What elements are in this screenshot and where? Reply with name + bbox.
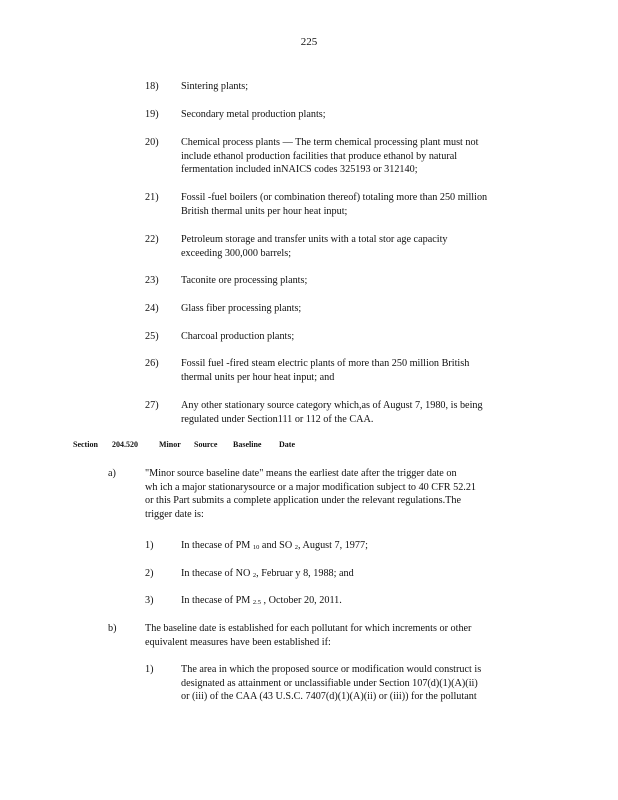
item-number: 25) [145, 331, 159, 342]
item-text: Secondary metal production plants; [181, 109, 326, 120]
item-number: 18) [145, 81, 159, 92]
paragraph-label: b) [108, 623, 117, 634]
item-number: 21) [145, 192, 159, 203]
section-label: Section [73, 440, 98, 449]
item-number: 22) [145, 234, 159, 245]
section-title-word: Baseline [233, 440, 262, 449]
item-number: 23) [145, 275, 159, 286]
item-number: 1) [145, 540, 154, 551]
item-number: 24) [145, 303, 159, 314]
item-number: 3) [145, 595, 154, 606]
item-text: In thecase of PM $_{10}$ and SO $_2$, August 7, 1977; [181, 540, 368, 551]
item-text: The area in which the proposed source or modification would construct is designated as attainment or unclassifiable under Section 107(d)(1)(A)(ii) or (iii) of the CAA (43 U.S.C. 7407(d)(1)(A)(ii) or (iii)) for the pollutant [181, 664, 482, 703]
item-number: 20) [145, 137, 159, 148]
item-text: Sintering plants; [181, 81, 249, 92]
item-text: Glass fiber processing plants; [181, 303, 302, 314]
item-text: Any other stationary source category which,as of August 7, 1980, is being regulated under Section111 or 112 of the CAA. [181, 400, 483, 425]
item-number: 27) [145, 400, 159, 411]
page-number: 225 [300, 36, 318, 48]
section-title-word: Minor [159, 440, 181, 449]
item-number: 2) [145, 568, 154, 579]
paragraph-label: a) [108, 468, 116, 479]
paragraph-text: "Minor source baseline date" means the earliest date after the trigger date on wh ich a major stationarysource or a major modification subject to 40 CFR 52.21 or this Part submits a complete application under the relevant regulations.The trigger date is: [145, 468, 477, 520]
section-number: 204.520 [112, 440, 138, 449]
item-text: Petroleum storage and transfer units with a total stor age capacity exceeding 300,000 barrels; [181, 234, 448, 259]
section-title-word: Date [279, 440, 295, 449]
paragraph-text: The baseline date is established for each pollutant for which increments or other equivalent measures have been established if: [145, 623, 472, 648]
item-number: 26) [145, 358, 159, 369]
item-text: Fossil -fuel boilers (or combination thereof) totaling more than 250 million British thermal units per hour heat input; [181, 192, 488, 217]
item-text: In thecase of PM $_{2.5}$ , October 20, 2011. [181, 595, 342, 606]
item-text: Fossil fuel -fired steam electric plants of more than 250 million British thermal units per hour heat input; and [181, 358, 470, 383]
item-number: 19) [145, 109, 159, 120]
item-text: Chemical process plants — The term chemical processing plant must not include ethanol production facilities that produce ethanol by natural fermentation included inNAICS codes 325193 or 312140; [181, 137, 479, 176]
section-title-word: Source [194, 440, 218, 449]
item-text: In thecase of NO $_2$, Februar y 8, 1988; and [181, 568, 354, 579]
item-text: Charcoal production plants; [181, 331, 295, 342]
item-number: 1) [145, 664, 154, 675]
section-heading [0, 440, 618, 454]
item-text: Taconite ore processing plants; [181, 275, 308, 286]
